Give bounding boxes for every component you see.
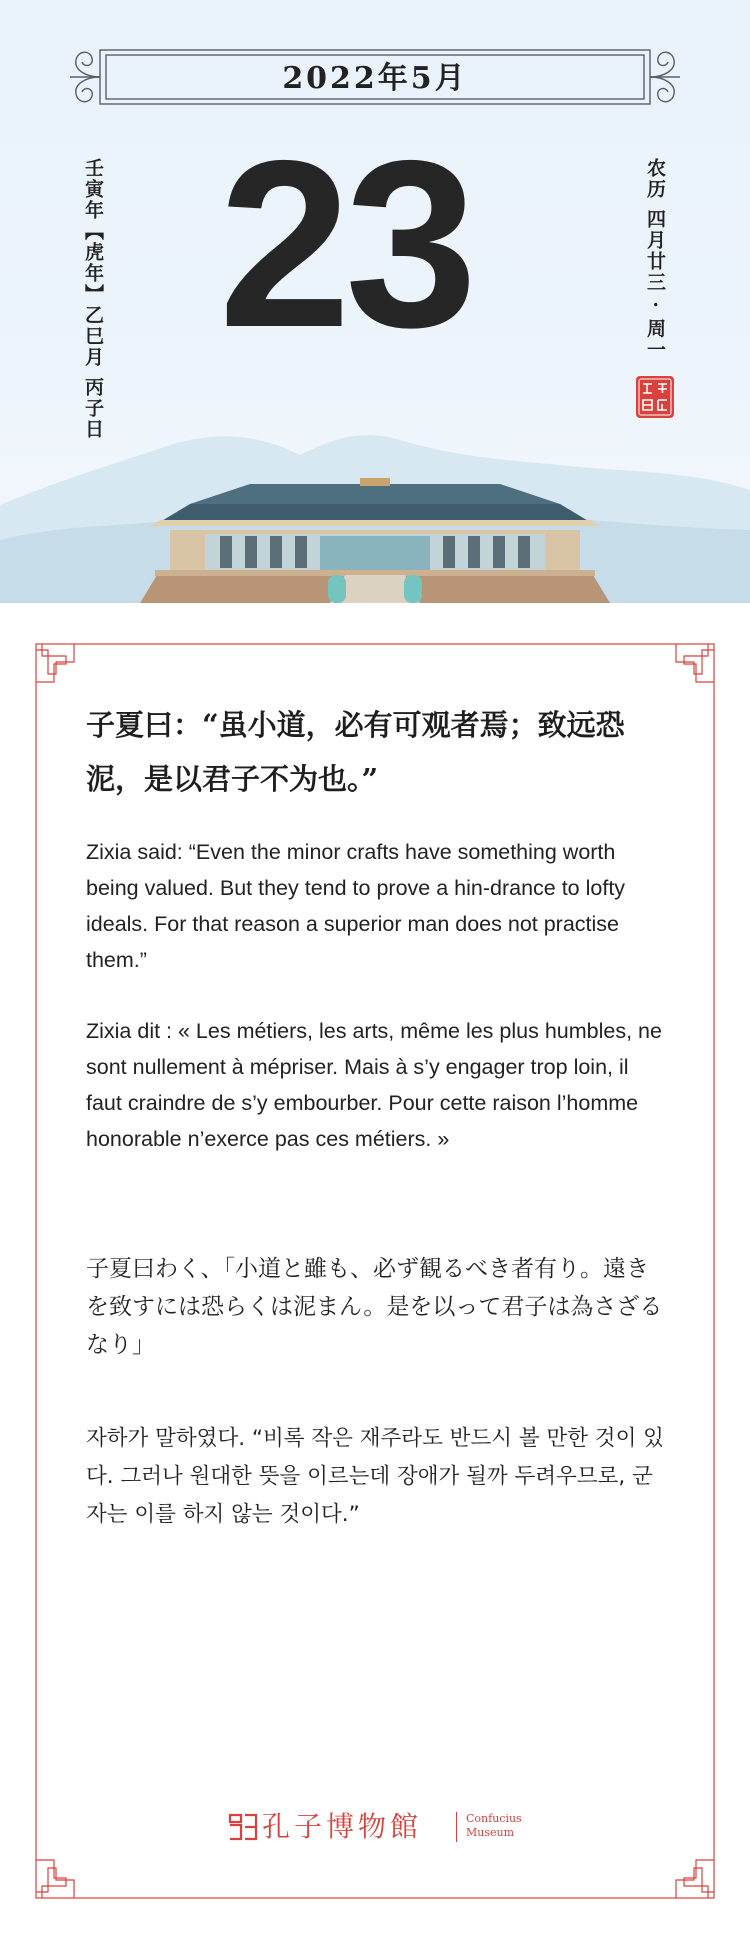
calendar-header	[0, 0, 750, 603]
quote-korean: 자하가 말하였다. “비록 작은 재주라도 반드시 볼 만한 것이 있다. 그러나 원대한 뜻을 이르는데 장애가 될까 두려우므로, 군자는 이를 하지 않는 것이다.”	[86, 1426, 664, 1527]
quote-french: Zixia dit : « Les métiers, les arts, même les plus humbles, ne sont nullement à mépriser. Mais à s’y engager trop loin, il faut craindre de s’y embourber. Pour cette raison l’homme honorable n’exerce pas ces métiers. »	[86, 1019, 662, 1151]
museum-logo-name: 孔子博物館	[262, 1810, 423, 1843]
museum-logo-icon	[228, 1812, 258, 1842]
day-number: 23	[218, 112, 472, 377]
logo-english-line1: Confucius	[466, 1812, 522, 1825]
quote-english: Zixia said: “Even the minor crafts have something worth being valued. But they tend to prove a hin-drance to lofty ideals. For that reason a superior man does not practise them.”	[86, 840, 626, 972]
museum-illustration	[0, 410, 750, 603]
logo-divider	[456, 1812, 457, 1842]
quote-chinese: 子夏曰：“虽小道，必有可观者焉；致远恐泥，是以君子不为也。”	[86, 708, 625, 796]
logo-english-line2: Museum	[466, 1826, 515, 1839]
ganzhi-date: 壬寅年【虎年】乙巳月 丙子日	[82, 158, 104, 440]
museum-logo	[228, 1808, 528, 1848]
museum-logo-english	[466, 1812, 522, 1840]
month-title-text: 2022年5月	[282, 61, 468, 96]
lunar-date: 农历 四月廿三 · 周一	[644, 158, 666, 361]
month-title	[0, 0, 750, 96]
quote-japanese: 子夏曰わく、「小道と雖も、必ず観るべき者有り。遠きを致すには恐らくは泥まん。是を以って君子は為さざるなり」	[86, 1256, 663, 1358]
